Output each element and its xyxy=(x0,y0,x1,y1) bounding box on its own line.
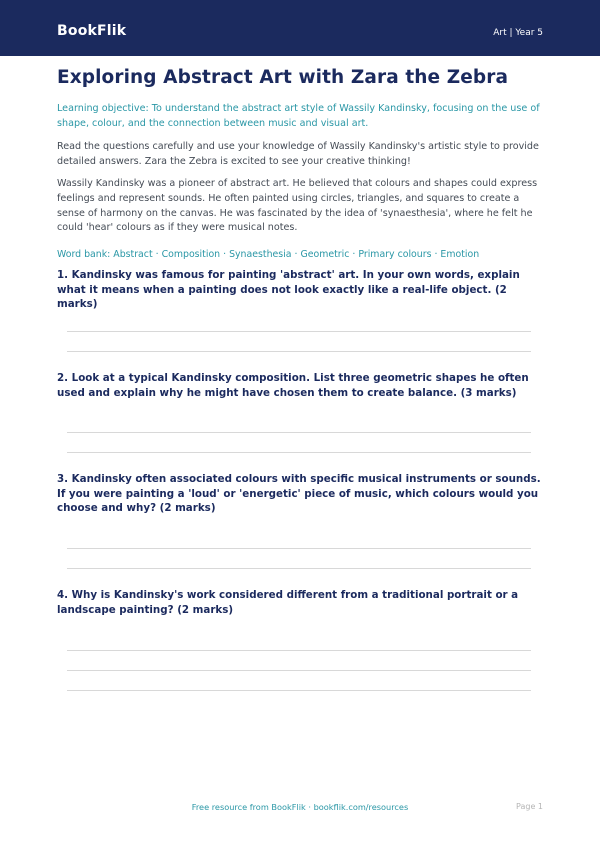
answer-line[interactable] xyxy=(67,331,531,332)
page-header xyxy=(0,0,600,56)
answer-line[interactable] xyxy=(67,432,531,433)
intro-text: Wassily Kandinsky was a pioneer of abstract art. He believed that colours and shapes could express feelings and represent sounds. He often painted using circles, triangles, and squares to create a sense of harmony on the canvas. He was fascinated by the idea of 'synaesthesia', where he felt he could 'hear' colours as if they were musical notes. xyxy=(57,178,538,234)
instructions-text: Read the questions carefully and use your knowledge of Wassily Kandinsky's artistic style to provide detailed answers. Zara the Zebra is excited to see your creative thinking! xyxy=(57,141,539,167)
answer-line[interactable] xyxy=(67,351,531,352)
answer-line[interactable] xyxy=(67,568,531,569)
word-bank: Word bank: Abstract · Composition · Synaesthesia · Geometric · Primary colours · Emotion xyxy=(57,248,480,260)
answer-line[interactable] xyxy=(67,690,531,691)
answer-line[interactable] xyxy=(67,548,531,549)
answer-line[interactable] xyxy=(67,650,531,651)
page-title: Exploring Abstract Art with Zara the Zebra xyxy=(57,67,509,88)
footer-resource-link[interactable]: Free resource from BookFlik · bookflik.com/resources xyxy=(191,802,409,812)
brand-logo[interactable]: BookFlik xyxy=(57,23,127,39)
worksheet-intro xyxy=(57,64,543,262)
learning-objective: Learning objective: To understand the abstract art style of Wassily Kandinsky, focusing on the use of shape, colour, and the connection between music and visual art. xyxy=(57,103,540,129)
answer-line[interactable] xyxy=(67,670,531,671)
subject-year-label: Art | Year 5 xyxy=(493,28,543,38)
question-1: 1. Kandinsky was famous for painting 'abstract' art. In your own words, explain what it means when a painting does not look exactly like a real-life object. (2 marks) xyxy=(57,269,520,311)
answer-line[interactable] xyxy=(67,452,531,453)
question-4: 4. Why is Kandinsky's work considered different from a traditional portrait or a landscape painting? (2 marks) xyxy=(57,589,519,616)
page-number: Page 1 xyxy=(516,802,543,811)
question-3: 3. Kandinsky often associated colours with specific musical instruments or sounds. If you were painting a 'loud' or 'energetic' piece of music, which colours would you choose and why? (2 marks) xyxy=(57,473,541,515)
question-2: 2. Look at a typical Kandinsky composition. List three geometric shapes he often used and explain why he might have chosen them to create balance. (3 marks) xyxy=(57,372,529,399)
